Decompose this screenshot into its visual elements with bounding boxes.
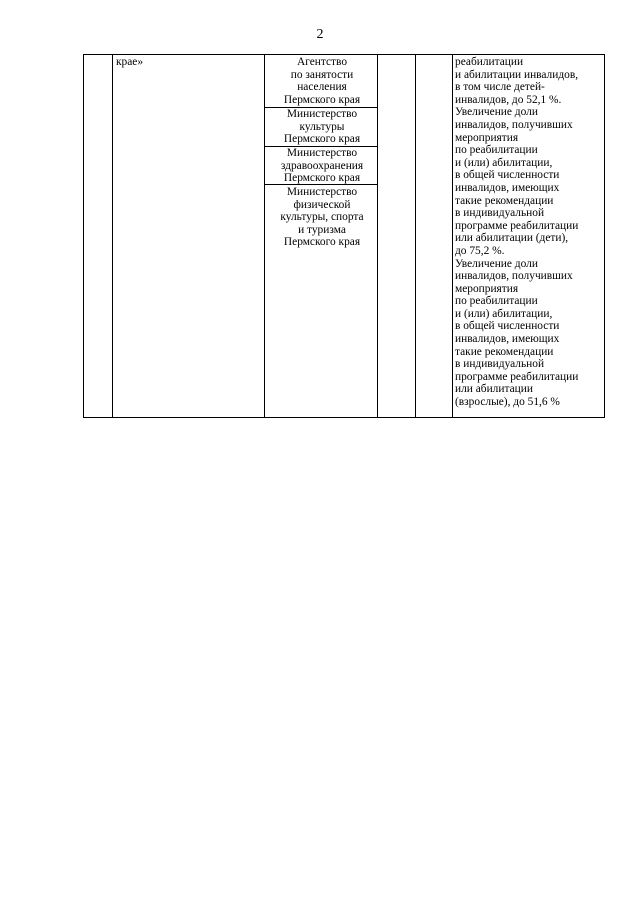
column-divider-3 — [377, 54, 378, 418]
column-divider-2 — [264, 54, 265, 418]
page-number: 2 — [316, 27, 324, 42]
agency-health: Министерство здравоохранения Пермского края — [280, 147, 364, 185]
results-cell: реабилитации и абилитации инвалидов, в том числе детей- инвалидов, до 52,1 %. Увеличение доли инвалидов, получивших мероприятия по реабилитации и (или) абилитации, в общей численности инвалидов, имеющих такие рекомендации в индивидуальной программе реабилитации или абилитации (дети), до 75,2 %. Увеличение доли инвалидов, получивших мероприятия по реабилитации и (или) абилитации, в общей численности инвалидов, имеющих такие рекомендации в индивидуальной программе реабилитации или абилитации (взрослые), до 51,6 % — [455, 56, 579, 409]
column-divider-1 — [112, 54, 113, 418]
agency-sport: Министерство физической культуры, спорта и туризма Пермского края — [280, 186, 364, 249]
agency-employment: Агентство по занятости населения Пермского края — [283, 56, 361, 106]
column-divider-5 — [452, 54, 453, 418]
program-name-cell: крае» — [116, 56, 144, 68]
agency-culture: Министерство культуры Пермского края — [283, 108, 361, 146]
column-divider-4 — [415, 54, 416, 418]
